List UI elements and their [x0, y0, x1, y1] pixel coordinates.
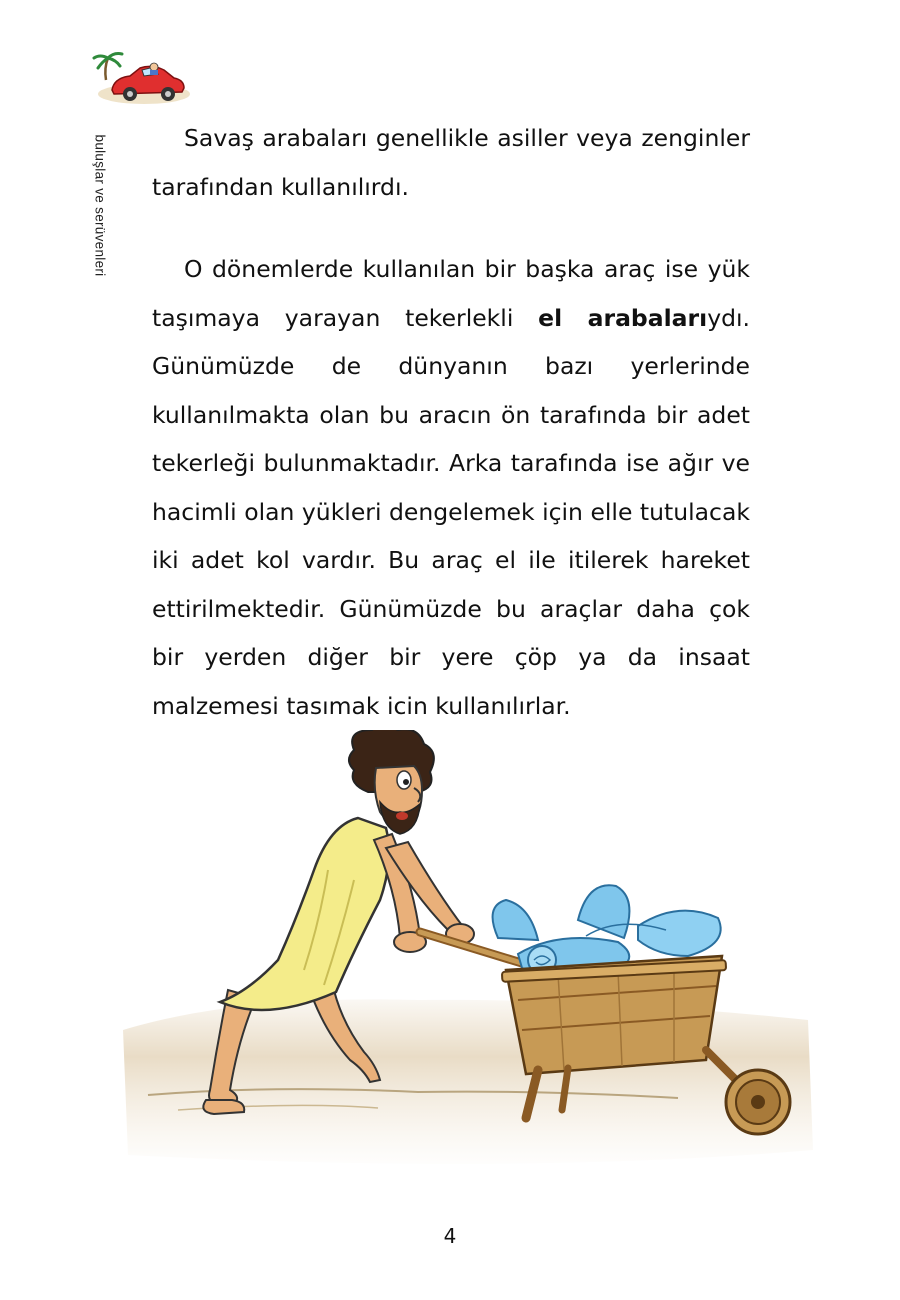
highlight-term: el arabaları: [538, 303, 708, 332]
page-number: 4: [443, 1224, 457, 1248]
red-car-icon: [92, 50, 190, 106]
paragraph-2: [152, 245, 750, 730]
paragraph-2-end: ydı. Günümüzde de dünyanın bazı yerlerinde kullanılmakta olan bu aracın ön tarafında bir adet tekerleği bulunmaktadır. Arka tarafında ise ağır ve hacimli olan yükleri dengelemek için elle tutulacak iki adet kol vardır. Bu araç el ile itilerek hareket ettirilmektedir. Günümüzde bu araçlar daha çok bir yerden diğer bir yere çöp ya da insaat malzemesi tasımak icin kullanılırlar.: [152, 303, 751, 720]
paragraph-2-start: O dönemlerde kullanılan bir başka araç ise yük taşımaya yarayan tekerlekli: [152, 255, 750, 332]
body-text: [152, 114, 750, 730]
paragraph-1: Savaş arabaları genellikle asiller veya zenginler tarafından kullanılırdı.: [152, 124, 750, 201]
side-series-title-text: buluşlar ve serüvenleri: [92, 134, 108, 276]
man-pushing-wheelbarrow-illustration: [118, 730, 818, 1175]
side-series-title: [74, 110, 126, 300]
